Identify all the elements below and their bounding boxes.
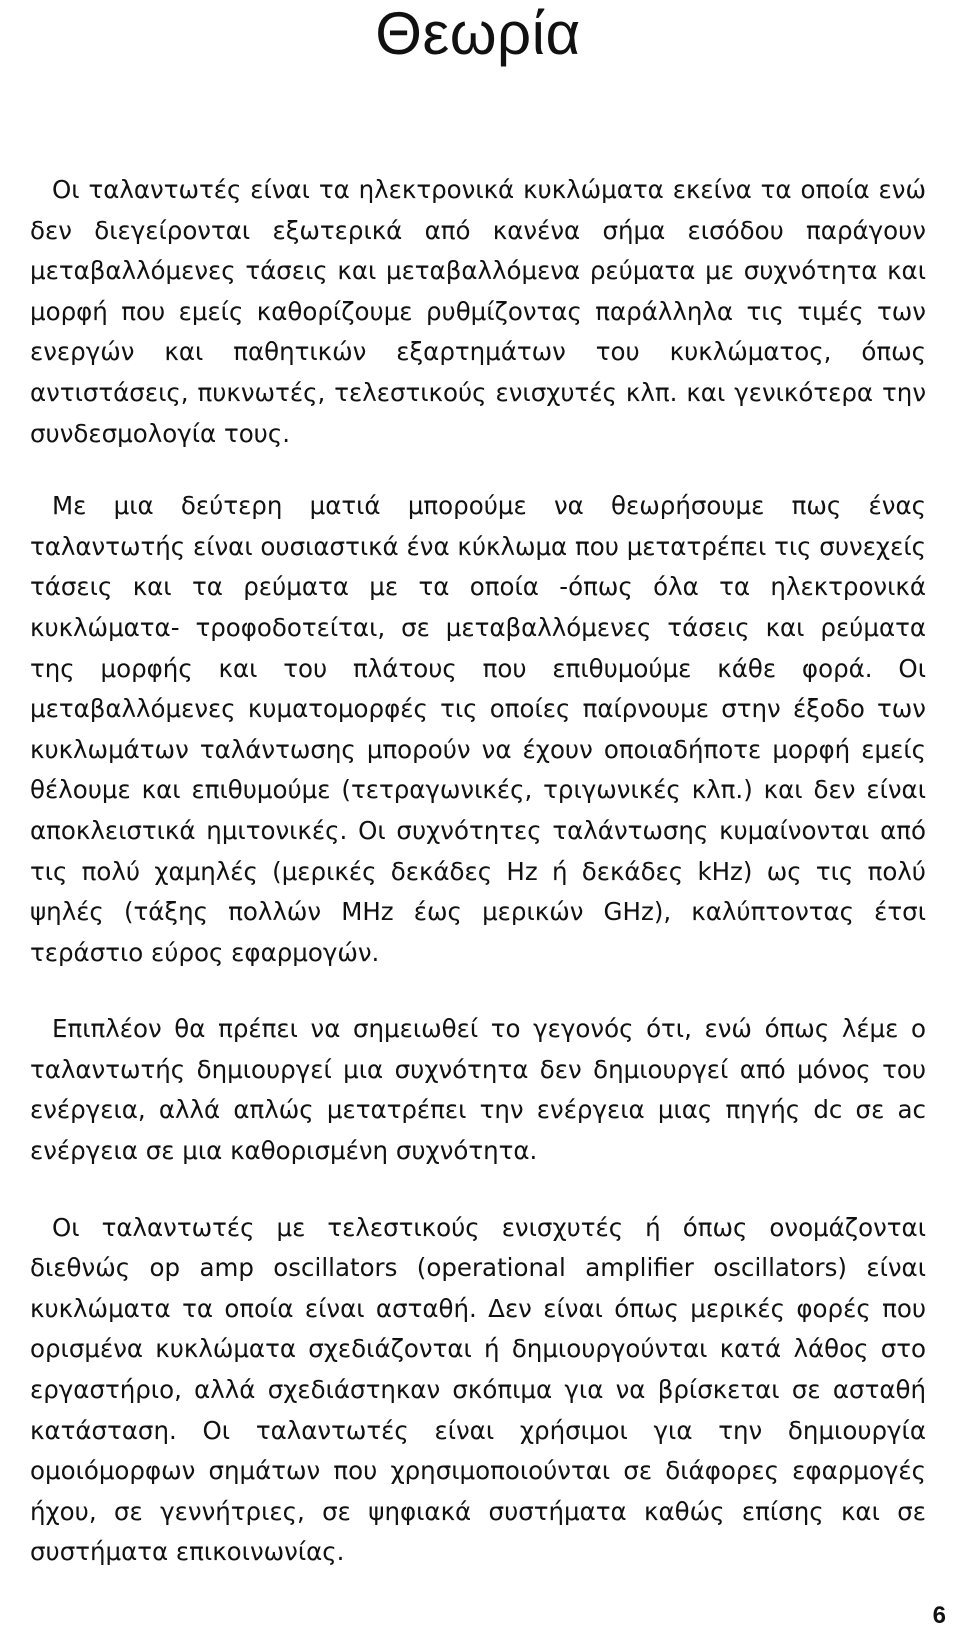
paragraph-energy-note: Επιπλέον θα πρέπει να σημειωθεί το γεγονός ότι, ενώ όπως λέμε ο ταλαντωτής δημιουργεί μια συχνότητα δεν δημιουργεί από μόνος του ενέργεια, αλλά απλώς μετατρέπει την ενέργεια μιας πηγής dc σε ac ενέργεια σε μια καθορισμένη συχνότητα. — [30, 1014, 926, 1166]
paragraph-oscillator-definition: Οι ταλαντωτές είναι τα ηλεκτρονικά κυκλώματα εκείνα τα οποία ενώ δεν διεγείρονται εξωτερικά από κανένα σήμα εισόδου παράγουν μεταβαλλόμενες τάσεις και μεταβαλλόμενα ρεύματα με συχνότητα και μορφή που εμείς καθορίζουμε ρυθμίζοντας παράλληλα τις τιμές των ενεργών και παθητικών εξαρτημάτων του κυκλώματος, όπως αντιστάσεις, πυκνωτές, τελεστικούς ενισχυτές κλπ. και γενικότερα την συνδεσμολογία τους. — [30, 175, 926, 448]
page-title: Θεωρία — [375, 0, 581, 67]
page-number: 6 — [932, 1602, 946, 1629]
paragraph-op-amp-oscillators: Οι ταλαντωτές με τελεστικούς ενισχυτές ή όπως ονομάζονται διεθνώς op amp oscillators (operational amplifier oscillators) είναι κυκλώματα τα οποία είναι ασταθή. Δεν είναι όπως μερικές φορές που ορισμένα κυκλώματα σχεδιάζονται ή δημιουργούνται κατά λάθος στο εργαστήριο, αλλά σχεδιάστηκαν σκόπιμα για να βρίσκεται σε ασταθή κατάσταση. Οι ταλαντωτές είναι χρήσιμοι για την δημιουργία ομοιόμορφων σημάτων που χρησιμοποιούνται σε διάφορες εφαρμογές ήχου, σε γεννήτριες, σε ψηφιακά συστήματα καθώς επίσης και σε συστήματα επικοινωνίας. — [30, 1212, 926, 1567]
paragraph-oscillator-conversion: Με μια δεύτερη ματιά μπορούμε να θεωρήσουμε πως ένας ταλαντωτής είναι ουσιαστικά ένα κύκλωμα που μετατρέπει τις συνεχείς τάσεις και τα ρεύματα με τα οποία -όπως όλα τα ηλεκτρονικά κυκλώματα- τροφοδοτείται, σε μεταβαλλόμενες τάσεις και ρεύματα της μορφής και του πλάτους που επιθυμούμε κάθε φορά. Οι μεταβαλλόμενες κυματομορφές τις οποίες παίρνουμε στην έξοδο των κυκλωμάτων ταλάντωσης μπορούν να έχουν οποιαδήποτε μορφή εμείς θέλουμε και επιθυμούμε (τετραγωνικές, τριγωνικές κλπ.) και δεν είναι αποκλειστικά ημιτονικές. Οι συχνότητες ταλάντωσης κυμαίνονται από τις πολύ χαμηλές (μερικές δεκάδες Hz ή δεκάδες kHz) ως τις πολύ ψηλές (τάξης πολλών MHz έως μερικών GHz), καλύπτοντας έτσι τεράστιο εύρος εφαρμογών. — [30, 491, 926, 967]
